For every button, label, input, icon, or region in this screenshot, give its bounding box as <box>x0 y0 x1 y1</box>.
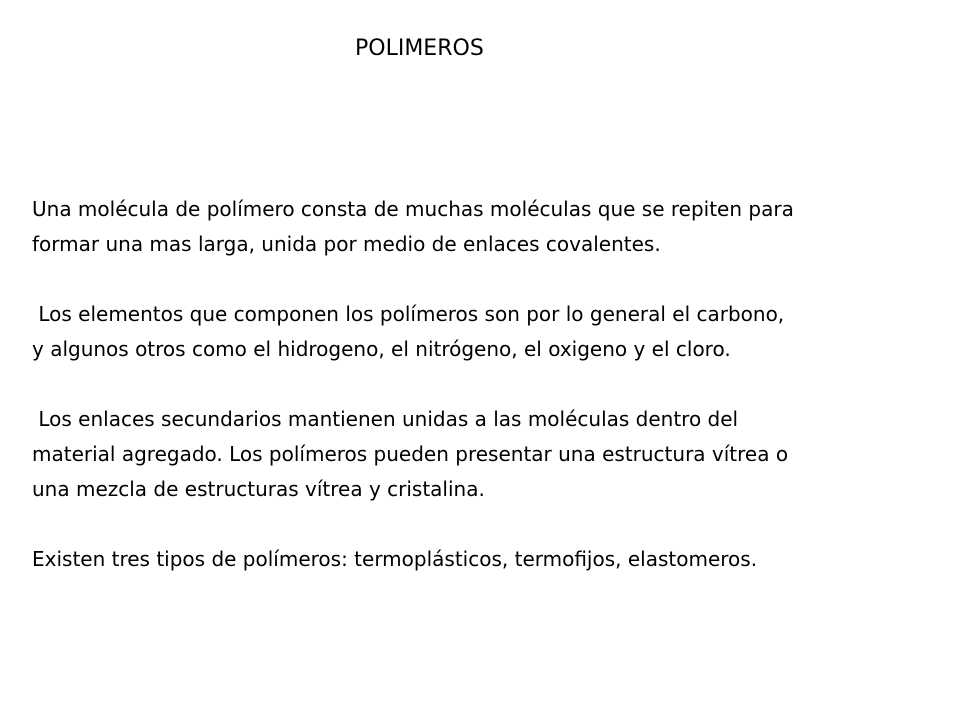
paragraph-polymer-elements <box>32 297 942 367</box>
paragraph-polymer-definition <box>32 192 942 262</box>
slide-body <box>32 192 942 577</box>
paragraph-spacer <box>32 262 942 297</box>
paragraph-spacer <box>32 507 942 542</box>
paragraph-line: Los enlaces secundarios mantienen unidas a las moléculas dentro del <box>32 407 739 431</box>
paragraph-line: Los elementos que componen los polímeros son por lo general el carbono, <box>32 302 785 326</box>
paragraph-line: Existen tres tipos de polímeros: termoplásticos, termofijos, elastomeros. <box>32 547 758 571</box>
paragraph-spacer <box>32 367 942 402</box>
slide-title: POLIMEROS <box>355 36 484 61</box>
paragraph-line: material agregado. Los polímeros pueden presentar una estructura vítrea o <box>32 442 789 466</box>
paragraph-polymer-types <box>32 542 942 577</box>
paragraph-line: Una molécula de polímero consta de muchas moléculas que se repiten para <box>32 197 794 221</box>
paragraph-line: una mezcla de estructuras vítrea y cristalina. <box>32 477 485 501</box>
paragraph-secondary-bonds <box>32 402 942 507</box>
paragraph-line: y algunos otros como el hidrogeno, el nitrógeno, el oxigeno y el cloro. <box>32 337 731 361</box>
paragraph-line: formar una mas larga, unida por medio de enlaces covalentes. <box>32 232 661 256</box>
